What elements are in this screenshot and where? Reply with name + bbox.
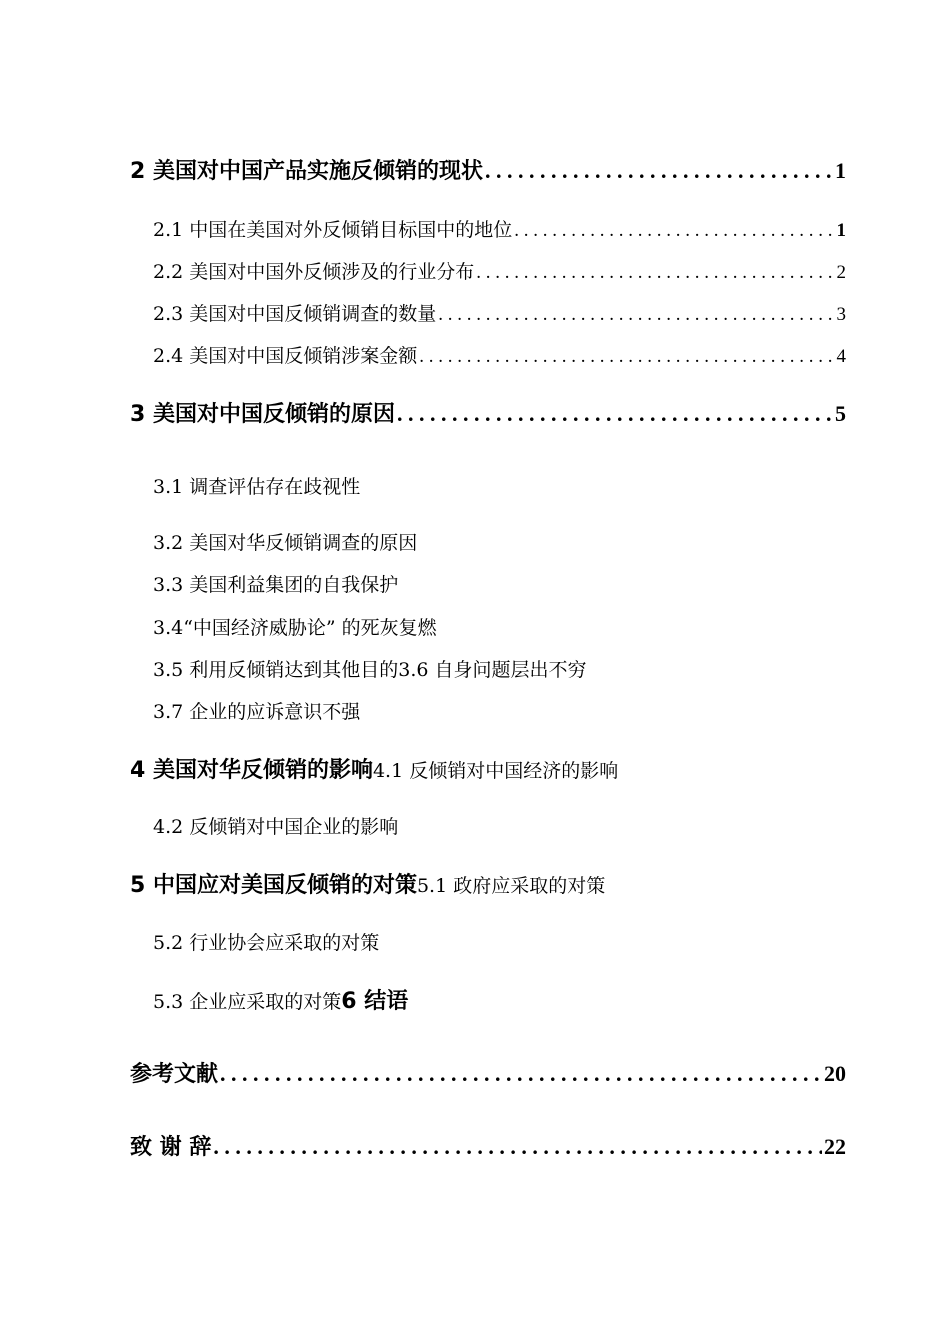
toc-entry-ch5[interactable] — [130, 868, 605, 899]
toc-subtitle: 4.1 反倾销对中国经济的影响 — [372, 760, 619, 782]
toc-title: 4.2 反倾销对中国企业的影响 — [153, 816, 399, 838]
toc-title: 4 美国对华反倾销的影响 — [130, 758, 373, 783]
toc-title: 3.2 美国对华反倾销调查的原因 — [153, 532, 418, 554]
toc-title: 3.1 调查评估存在歧视性 — [153, 476, 361, 498]
leader-dots — [419, 346, 834, 368]
toc-entry-acknowledgements[interactable] — [130, 1130, 846, 1161]
toc-entry-3-5[interactable] — [153, 655, 846, 682]
toc-title: 3.7 企业的应诉意识不强 — [153, 701, 361, 723]
toc-entry-3-4[interactable] — [153, 613, 846, 640]
toc-subtitle: 5.1 政府应采取的对策 — [416, 875, 606, 897]
toc-title: 参考文献 — [130, 1062, 219, 1087]
toc-entry-5-3[interactable] — [153, 984, 408, 1015]
leader-dots — [476, 262, 834, 284]
toc-page-number: 20 — [824, 1061, 846, 1086]
toc-title: 2.3 美国对中国反倾销调查的数量 — [153, 303, 437, 325]
leader-dots — [397, 401, 833, 427]
toc-entry-5-2[interactable] — [153, 928, 846, 955]
leader-dots — [220, 1061, 822, 1087]
toc-page-number: 4 — [836, 346, 846, 367]
toc-page-number: 2 — [836, 262, 846, 283]
toc-title: 2 美国对中国产品实施反倾销的现状 — [130, 159, 483, 184]
toc-page-number: 22 — [824, 1134, 846, 1159]
toc-page-number: 3 — [836, 304, 846, 325]
toc-title: 致 谢 辞 — [130, 1135, 212, 1160]
toc-entry-3-3[interactable] — [153, 570, 846, 597]
toc-title: 2.4 美国对中国反倾销涉案金额 — [153, 345, 418, 367]
toc-title: 5.3 企业应采取的对策 — [153, 991, 342, 1013]
toc-title: 3 美国对中国反倾销的原因 — [130, 402, 395, 427]
toc-entry-2-1[interactable] — [153, 215, 846, 242]
toc-title: 3.3 美国利益集团的自我保护 — [153, 574, 399, 596]
leader-dots — [485, 158, 833, 184]
toc-title: 3.5 利用反倾销达到其他目的3.6 自身问题层出不穷 — [153, 659, 587, 681]
leader-dots — [438, 304, 834, 326]
toc-entry-3-7[interactable] — [153, 697, 846, 724]
toc-entry-2-4[interactable] — [153, 341, 846, 368]
toc-entry-3-2[interactable] — [153, 528, 846, 555]
toc-title: 5.2 行业协会应采取的对策 — [153, 932, 380, 954]
toc-entry-2-2[interactable] — [153, 257, 846, 284]
toc-entry-ch2[interactable] — [130, 154, 846, 185]
toc-title: 3.4“中国经济威胁论” 的死灰复燃 — [153, 617, 437, 639]
toc-title: 2.1 中国在美国对外反倾销目标国中的地位 — [153, 219, 513, 241]
leader-dots — [514, 220, 834, 242]
toc-title: 2.2 美国对中国外反倾涉及的行业分布 — [153, 261, 475, 283]
toc-entry-4-2[interactable] — [153, 812, 846, 839]
toc-entry-references[interactable] — [130, 1057, 846, 1088]
leader-dots — [213, 1134, 822, 1160]
toc-page-number: 1 — [836, 220, 846, 241]
toc-entry-ch4[interactable] — [130, 753, 618, 784]
toc-page-number: 5 — [835, 401, 846, 426]
toc-entry-3-1[interactable] — [153, 472, 846, 499]
toc-entry-ch3[interactable] — [130, 397, 846, 428]
toc-entry-2-3[interactable] — [153, 299, 846, 326]
toc-page-number: 1 — [835, 158, 846, 183]
toc-subtitle: 6 结语 — [341, 989, 409, 1014]
toc-title: 5 中国应对美国反倾销的对策 — [130, 873, 417, 898]
